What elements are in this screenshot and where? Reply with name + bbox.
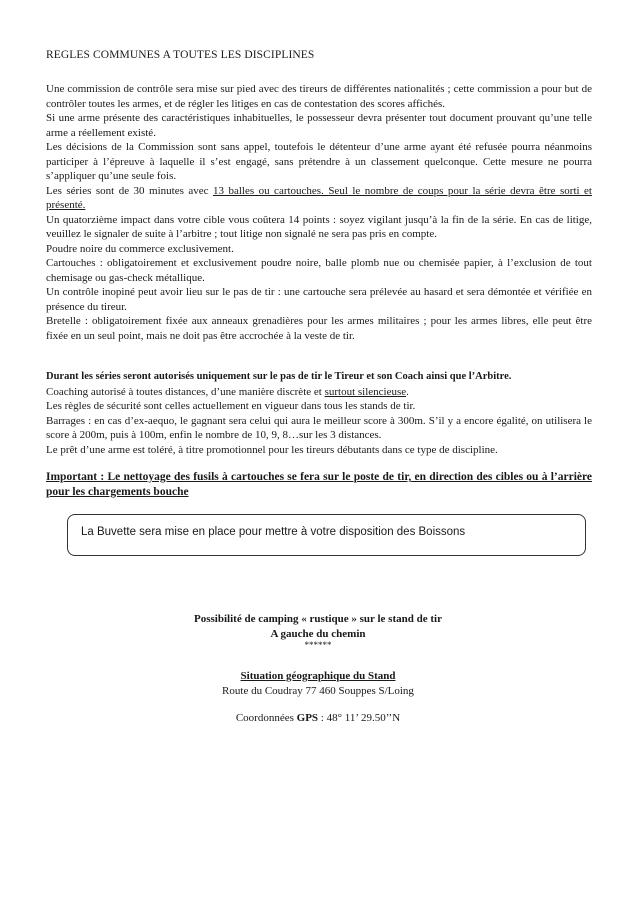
rule-series bbox=[46, 184, 592, 213]
section-title: REGLES COMMUNES A TOUTES LES DISCIPLINES bbox=[46, 49, 315, 61]
series-lead: Durant les séries seront autorisés uniquement sur le pas de tir le Tireur et son Coach ainsi que l’Arbitre. bbox=[46, 371, 512, 382]
rules-block bbox=[46, 82, 592, 343]
location-address: Route du Coudray 77 460 Souppes S/Loing bbox=[222, 685, 414, 697]
coaching-underlined: surtout silencieuse bbox=[324, 385, 407, 398]
camping-direction: A gauche du chemin bbox=[270, 628, 366, 640]
series-coaching bbox=[46, 385, 592, 400]
important-notice: Important : Le nettoyage des fusils à cartouches se fera sur le poste de tir, en direction des cibles ou à l’arrière pour les chargements bouche bbox=[46, 471, 592, 498]
camping-line: Possibilité de camping « rustique » sur le stand de tir bbox=[194, 613, 442, 625]
rule-fourteenth-impact: Un quatorzième impact dans votre cible vous coûtera 14 points : soyez vigilant jusqu’à la fin de la série. En cas de litige, veuillez le signaler de suite à l’arbitre ; tout litige non signalé ne sera pas pris en compte. bbox=[46, 213, 592, 240]
location-heading: Situation géographique du Stand bbox=[240, 670, 396, 682]
rule-decisions: Les décisions de la Commission sont sans appel, toutefois le détenteur d’une arme ayant été refusée pourra néanmoins participer à l’épreuve à laquelle il s’est engagé, sans prétendre à un classement quelconque. Cette mesure ne pourra s’appliquer qu’une seule fois. bbox=[46, 141, 592, 182]
buvette-text: La Buvette sera mise en place pour mettre à votre disposition des Boissons bbox=[81, 526, 466, 538]
stars-separator: ****** bbox=[304, 640, 332, 650]
rule-unusual-weapon: Si une arme présente des caractéristiques inhabituelles, le possesseur devra présenter tout document prouvant qu’une telle arme a réellement existé. bbox=[46, 112, 592, 139]
coaching-text: Coaching autorisé à toutes distances, d’une manière discrète et bbox=[46, 385, 325, 398]
rule-inspection: Un contrôle inopiné peut avoir lieu sur le pas de tir : une cartouche sera prélevée au hasard et sera démontée et vérifiée en présence du tireur. bbox=[46, 286, 592, 313]
coords-value: : 48° 11’ 29.50’’N bbox=[318, 712, 401, 724]
coords-gps: GPS bbox=[296, 712, 319, 724]
rule-cartridges: Cartouches : obligatoirement et exclusivement poudre noire, balle plomb nue ou chemisée papier, à l’exclusion de tout chemisage ou gas-check métallique. bbox=[46, 257, 592, 284]
series-barrages: Barrages : en cas d’ex-aequo, le gagnant sera celui qui aura le meilleur score à 300m. S’il y a encore égalité, on utilisera le score à 200m, puis à 100m, enfin le nombre de 10, 9, 8…sur les 3 distances. bbox=[46, 414, 592, 441]
rule-sling: Bretelle : obligatoirement fixée aux anneaux grenadières pour les armes militaires ; pour les armes libres, elle peut être fixée en un seul point, mais ne doit pas être accrochée à la veste de tir. bbox=[46, 315, 592, 342]
coords-label: Coordonnées bbox=[235, 712, 297, 724]
location-coordinates bbox=[0, 712, 636, 724]
series-block bbox=[46, 370, 592, 457]
series-safety: Les règles de sécurité sont celles actuellement en vigueur dans tous les stands de tir. bbox=[46, 400, 416, 412]
buvette-box bbox=[67, 514, 586, 556]
rule-powder: Poudre noire du commerce exclusivement. bbox=[46, 242, 234, 255]
coaching-end: . bbox=[406, 385, 409, 398]
rule-series-underlined: 13 balles ou cartouches. Seul le nombre de coups pour la série devra être sorti et présenté. bbox=[46, 184, 592, 211]
rule-commission: Une commission de contrôle sera mise sur pied avec des tireurs de différentes nationalités ; cette commission a pour but de contrôler toutes les armes, et de régler les litiges en cas de contestation des scores affichés. bbox=[46, 83, 592, 110]
series-loan: Le prêt d’une arme est toléré, à titre promotionnel pour les tireurs débutants dans ce type de discipline. bbox=[46, 443, 498, 456]
rule-series-text: Les séries sont de 30 minutes avec bbox=[46, 184, 213, 197]
